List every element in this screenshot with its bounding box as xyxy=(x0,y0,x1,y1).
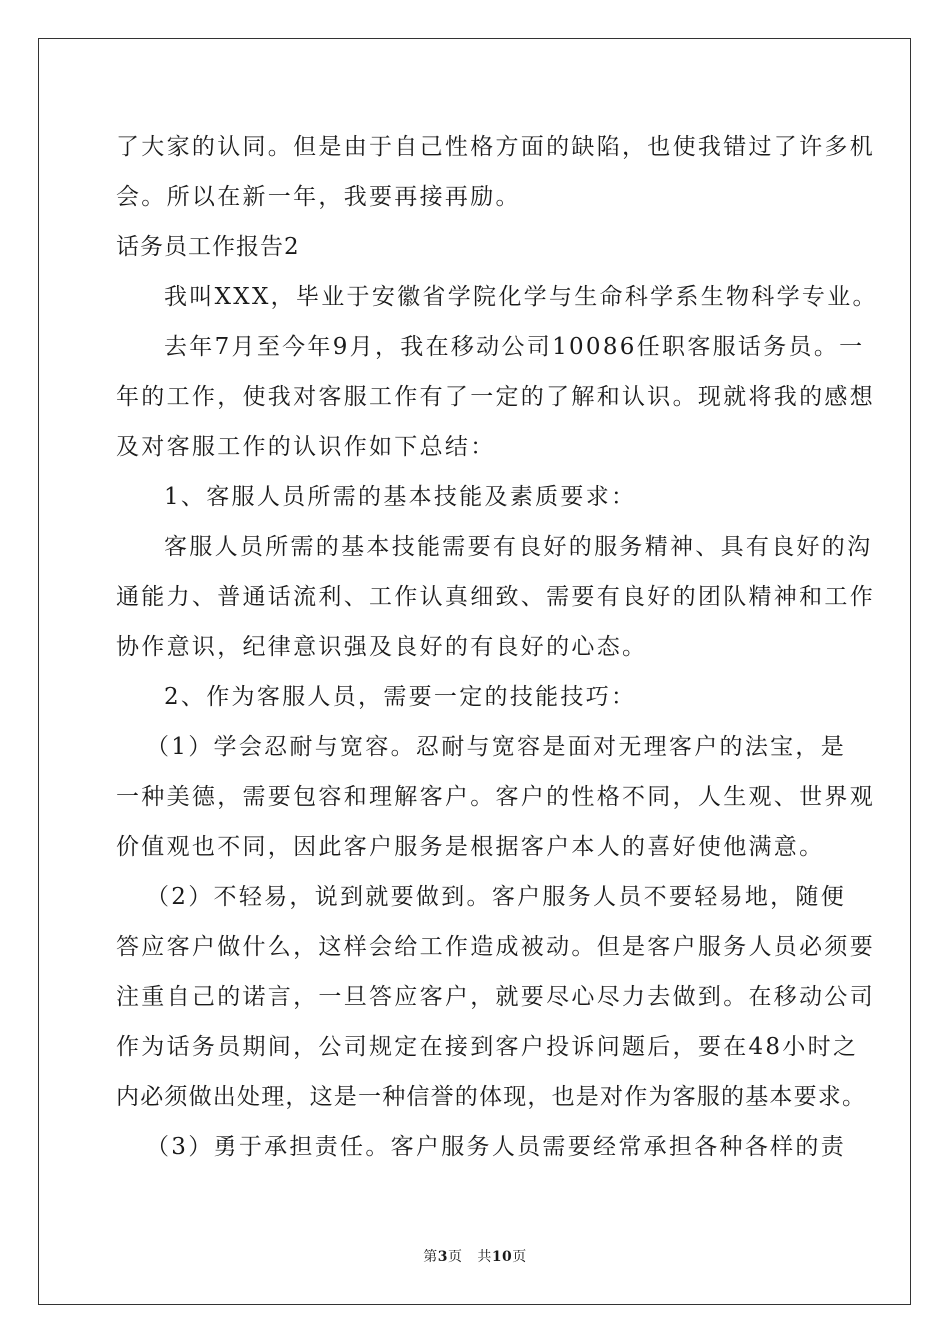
text-line: 作为话务员期间，公司规定在接到客户投诉问题后，要在48小时之 xyxy=(116,1034,859,1060)
text-line: 内必须做出处理，这是一种信誉的体现，也是对作为客服的基本要求。 xyxy=(116,1084,867,1110)
text-line: 去年7月至今年9月，我在移动公司10086任职客服话务员。一 xyxy=(164,334,865,360)
total-unit: 页 xyxy=(512,1249,527,1265)
list-heading: 1、客服人员所需的基本技能及素质要求： xyxy=(164,484,637,510)
text-line: 会。所以在新一年，我要再接再励。 xyxy=(116,184,521,210)
page-prefix: 第 xyxy=(423,1249,438,1265)
text-line: （3）勇于承担责任。客户服务人员需要经常承担各种各样的责 xyxy=(146,1134,847,1160)
text-line: 注重自己的诺言，一旦答应客户，就要尽心尽力去做到。在移动公司 xyxy=(116,984,875,1010)
text-line: （2）不轻易，说到就要做到。客户服务人员不要轻易地，随便 xyxy=(146,884,847,910)
total-pages: 10 xyxy=(491,1249,513,1265)
total-prefix: 共 xyxy=(477,1249,492,1265)
text-line: 及对客服工作的认识作如下总结： xyxy=(116,434,496,460)
text-line: 我叫XXX，毕业于安徽省学院化学与生命科学系生物科学专业。 xyxy=(164,284,878,310)
text-line: 答应客户做什么，这样会给工作造成被动。但是客户服务人员必须要 xyxy=(116,934,875,960)
text-line: 一种美德，需要包容和理解客户。客户的性格不同，人生观、世界观 xyxy=(116,784,875,810)
page-footer xyxy=(0,1246,950,1266)
page-number: 3 xyxy=(437,1249,448,1265)
text-line: 客服人员所需的基本技能需要有良好的服务精神、具有良好的沟 xyxy=(164,534,873,560)
text-line: 协作意识，纪律意识强及良好的有良好的心态。 xyxy=(116,634,648,660)
text-line: 价值观也不同，因此客户服务是根据客户本人的喜好使他满意。 xyxy=(116,834,825,860)
document-body xyxy=(116,122,878,1172)
text-line: （1）学会忍耐与宽容。忍耐与宽容是面对无理客户的法宝，是 xyxy=(146,734,847,760)
text-line: 通能力、普通话流利、工作认真细致、需要有良好的团队精神和工作 xyxy=(116,584,875,610)
page-unit: 页 xyxy=(447,1249,463,1265)
text-line: 了大家的认同。但是由于自己性格方面的缺陷，也使我错过了许多机 xyxy=(116,134,875,160)
text-line: 年的工作，使我对客服工作有了一定的了解和认识。现就将我的感想 xyxy=(116,384,875,410)
list-heading: 2、作为客服人员，需要一定的技能技巧： xyxy=(164,684,637,710)
section-heading: 话务员工作报告2 xyxy=(116,234,300,260)
